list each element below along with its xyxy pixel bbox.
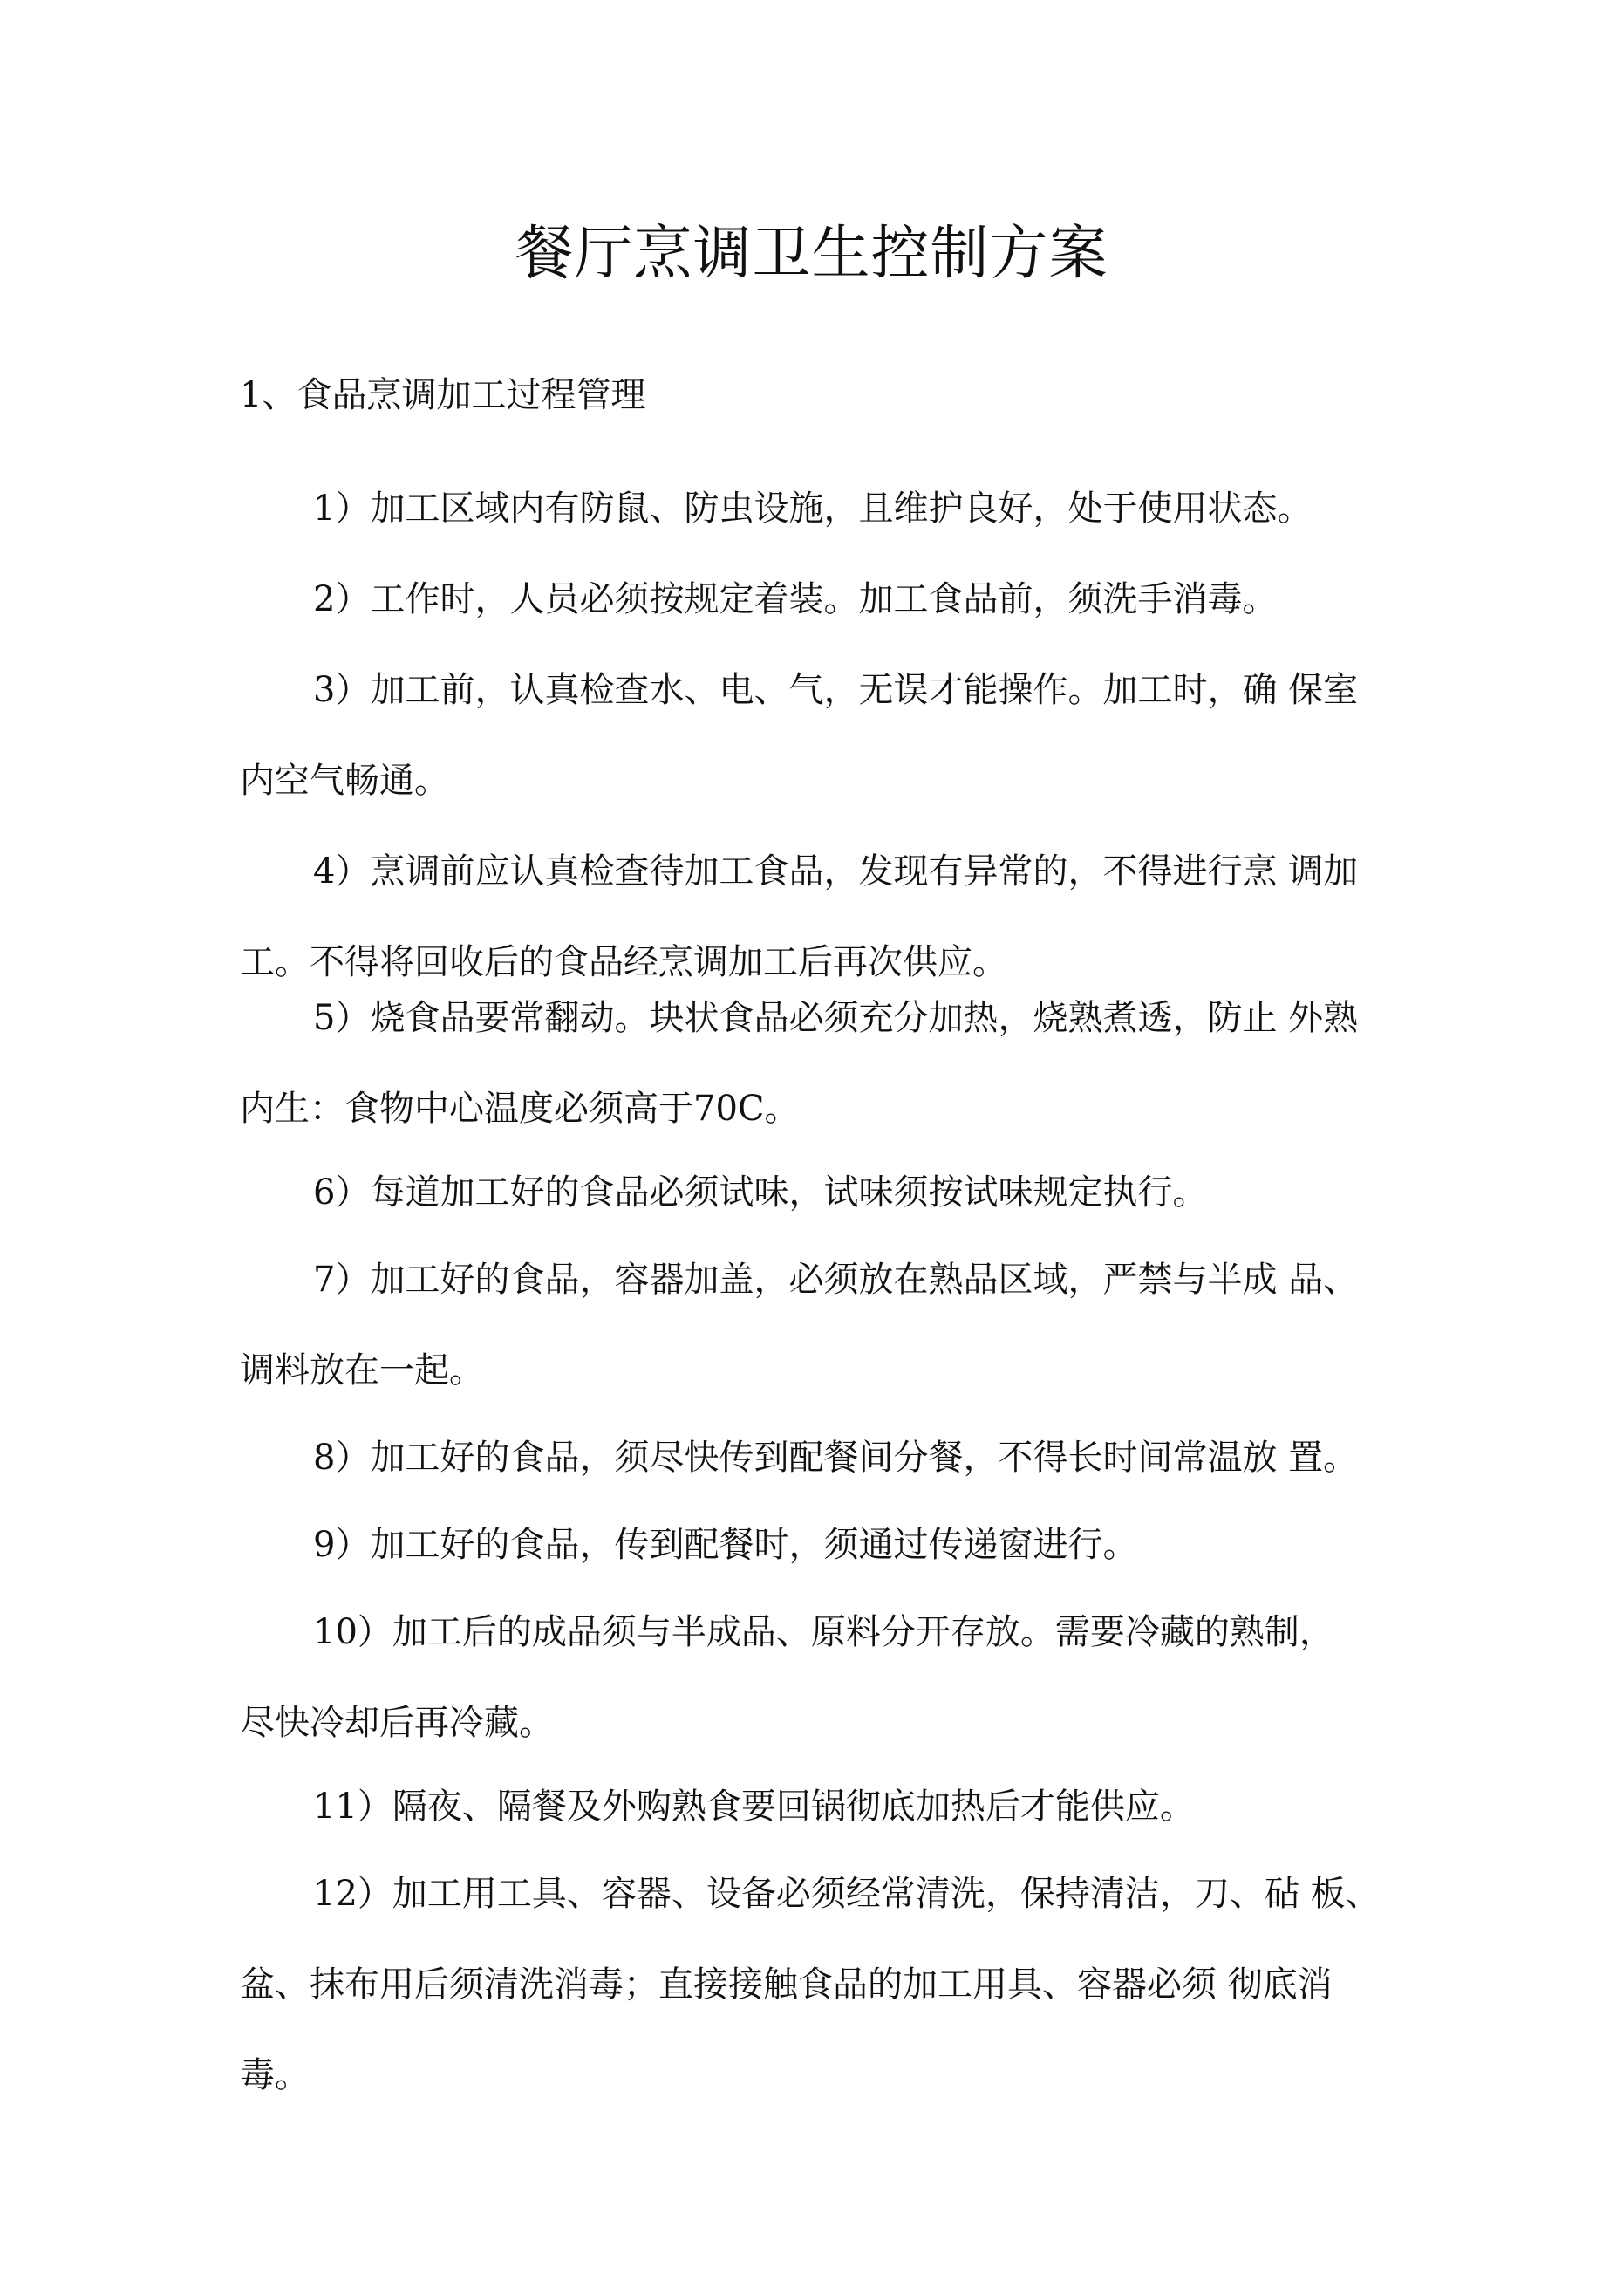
- list-item-line: 1）加工区域内有防鼠、防虫设施，且维护良好，处于使用状态。: [313, 489, 1313, 529]
- list-item-line: 8）加工好的食品，须尽快传到配餐间分餐，不得长时间常温放 置。: [313, 1438, 1359, 1478]
- list-item-12: [240, 1869, 1400, 2142]
- list-item-3: [240, 666, 1400, 847]
- list-item-line: 10）加工后的成品须与半成品、原料分开存放。需要冷藏的熟制，: [313, 1612, 1334, 1652]
- list-item-line: 盆、抹布用后须清洗消毒；直接接触食品的加工用具、容器必须 彻底消: [240, 1965, 1333, 2005]
- list-item-line: 内空气畅通。: [240, 761, 449, 801]
- document-title: 餐厅烹调卫生控制方案: [515, 219, 1108, 287]
- list-item-line: 3）加工前，认真检查水、电、气，无误才能操作。加工时，确 保室: [313, 670, 1359, 710]
- list-item-line: 6）每道加工好的食品必须试味，试味须按试味规定执行。: [313, 1172, 1208, 1213]
- list-item-line: 毒。: [240, 2055, 310, 2095]
- list-item-line: 4）烹调前应认真检查待加工食品，发现有异常的，不得进行烹 调加: [313, 851, 1359, 892]
- list-item-line: 内生：食物中心温度必须高于70C。: [240, 1089, 800, 1129]
- section-heading: 1、食品烹调加工过程管理: [240, 375, 646, 415]
- list-item-10: [240, 1608, 1400, 1789]
- list-item-1: [240, 484, 1400, 575]
- list-item-11: [240, 1782, 1400, 1873]
- list-item-line: 2）工作时，人员必须按规定着装。加工食品前，须洗手消毒。: [313, 579, 1278, 619]
- list-item-6: [240, 1168, 1400, 1259]
- list-item-8: [240, 1433, 1400, 1524]
- list-item-line: 7）加工好的食品，容器加盖，必须放在熟品区域，严禁与半成 品、: [313, 1260, 1359, 1300]
- list-item-2: [240, 575, 1400, 666]
- list-item-7: [240, 1255, 1400, 1437]
- list-item-line: 工。不得将回收后的食品经烹调加工后再次供应。: [240, 942, 1007, 982]
- list-item-line: 5）烧食品要常翻动。块状食品必须充分加热，烧熟煮透，防止 外熟: [313, 998, 1359, 1038]
- list-item-line: 调料放在一起。: [240, 1350, 484, 1391]
- list-item-line: 12）加工用工具、容器、设备必须经常清洗，保持清洁，刀、砧 板、: [313, 1874, 1381, 1914]
- list-item-5: [240, 994, 1400, 1175]
- list-item-line: 尽快冷却后再冷藏。: [240, 1703, 554, 1743]
- list-item-9: [240, 1520, 1400, 1611]
- list-item-line: 11）隔夜、隔餐及外购熟食要回锅彻底加热后才能供应。: [313, 1787, 1195, 1827]
- list-item-line: 9）加工好的食品，传到配餐时，须通过传递窗进行。: [313, 1525, 1138, 1565]
